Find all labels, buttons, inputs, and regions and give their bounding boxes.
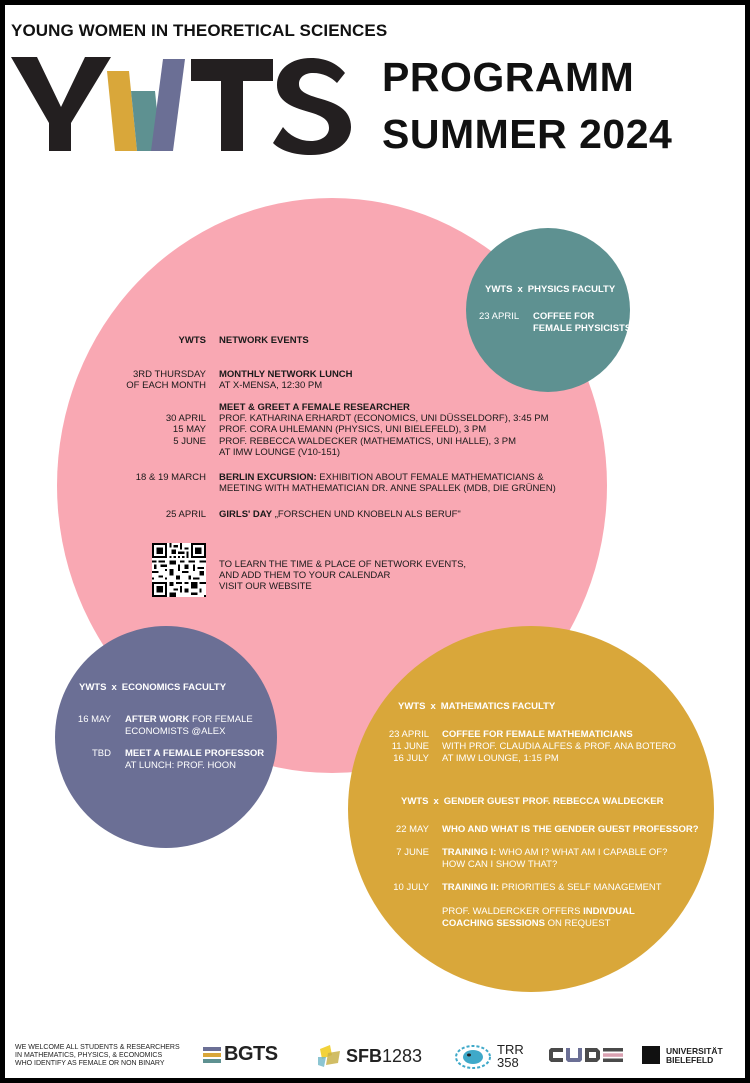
programme-title-line1: PROGRAMM (382, 54, 635, 100)
qr-line-1: TO LEARN THE TIME & PLACE OF NETWORK EVENTS, (219, 559, 467, 570)
programme-title-line2: SUMMER 2024 (382, 111, 673, 157)
gender-event-2: TRAINING I: WHO AM I? WHAT AM I CAPABLE OF? (442, 847, 668, 858)
gender-date-3: 10 JULY (393, 882, 429, 893)
maths-coffee-line3: AT IMW LOUNGE, 1:15 PM (442, 753, 559, 764)
network-heading: NETWORK EVENTS (219, 335, 309, 346)
economics-circle (55, 626, 277, 848)
berlin-date: 18 & 19 MARCH (135, 472, 206, 483)
economics-date-1: 16 MAY (77, 714, 111, 725)
gender-date-1: 22 MAY (395, 824, 429, 835)
economics-date-2: TBD (92, 748, 111, 759)
mathematics-heading: YWTS x MATHEMATICS FACULTY (398, 701, 556, 712)
physics-circle (466, 228, 630, 392)
website-qr-code[interactable] (152, 543, 206, 597)
girls-day-date: 25 APRIL (165, 509, 206, 520)
meet-date-3: 5 JUNE (173, 436, 206, 447)
coaching-line-1: PROF. WALDERCKER OFFERS INDIVDUAL (442, 906, 635, 917)
cude-logo (547, 1046, 627, 1069)
girls-day-event: GIRLS' DAY „FORSCHEN UND KNOBELN ALS BERUF" (219, 509, 461, 520)
physics-event-line1: COFFEE FOR (533, 311, 595, 322)
cude-mark (547, 1046, 627, 1064)
bgts-text: BGTS (224, 1043, 278, 1065)
maths-coffee-title: COFFEE FOR FEMALE MATHEMATICIANS (442, 729, 633, 740)
qr-line-3: VISIT OUR WEBSITE (219, 581, 312, 592)
ywts-logo (11, 55, 351, 155)
economics-event-2-line2: AT LUNCH: PROF. HOON (125, 760, 237, 771)
meet-line-3: PROF. REBECCA WALDECKER (MATHEMATICS, UNI HALLE), 3 PM (219, 436, 517, 447)
economics-event-2: MEET A FEMALE PROFESSOR (125, 748, 265, 759)
uni-square-icon (642, 1046, 660, 1064)
coaching-line-2: COACHING SESSIONS ON REQUEST (442, 918, 611, 929)
lunch-when-1: 3RD THURSDAY (132, 369, 206, 380)
welcome-line-3: WHO IDENTIFY AS FEMALE OR NON BINARY (15, 1060, 165, 1067)
qr-line-2: AND ADD THEM TO YOUR CALENDAR (219, 570, 391, 581)
gender-event-2-line2: HOW CAN I SHOW THAT? (442, 859, 558, 870)
maths-date-1: 23 APRIL (388, 729, 429, 740)
lunch-place: AT X-MENSA, 12:30 PM (219, 380, 323, 391)
berlin-line-1: BERLIN EXCURSION: EXHIBITION ABOUT FEMALE MATHEMATICIANS & (219, 472, 544, 483)
welcome-line-1: WE WELCOME ALL STUDENTS & RESEARCHERS (15, 1044, 180, 1051)
maths-date-3: 16 JULY (393, 753, 429, 764)
meet-line-1: PROF. KATHARINA ERHARDT (ECONOMICS, UNI DÜSSELDORF), 3:45 PM (219, 413, 549, 424)
berlin-line-2: MEETING WITH MATHEMATICIAN DR. ANNE SPALLEK (MDB, DIE GRÜNEN) (219, 483, 556, 494)
lunch-when-2: OF EACH MONTH (126, 380, 206, 391)
meet-date-1: 30 APRIL (165, 413, 206, 424)
economics-heading: YWTS x ECONOMICS FACULTY (79, 682, 227, 693)
meet-title: MEET & GREET A FEMALE RESEARCHER (219, 402, 410, 413)
gender-event-1: WHO AND WHAT IS THE GENDER GUEST PROFESSOR? (442, 824, 699, 835)
lunch-title: MONTHLY NETWORK LUNCH (219, 369, 353, 380)
logo-letter-y (11, 57, 111, 151)
logo-stroke-gold (107, 71, 137, 151)
physics-date: 23 APRIL (479, 311, 520, 322)
meet-place: AT IMW LOUNGE (V10-151) (219, 447, 341, 458)
physics-event-line2: FEMALE PHYSICISTS (533, 323, 632, 334)
poster: YOUNG WOMEN IN THEORETICAL SCIENCES PROGRAMM SUMMER 2024 YWTS x PHYSICS FACULTY 23 APRIL COFFEE FOR FEMALE PHYSICISTS YWTS NETWORK EVENTS 3RD THURSDAY OF EACH MONTH MONTHLY NETWORK LUNCH AT X-MENSA, 12:30 PM MEET & GREET A FEMALE RESEARCHER 30 APRIL PROF. KATHARINA ERHARDT (ECONOMICS, UNI DÜSSELDORF), 3:45 PM 15 MAY PROF. CORA UHLEMANN (PHYSICS, UNI BIELEFELD), 3 PM 5 JUNE PROF. REBECCA WALDECKER (MATHEMATICS, UNI HALLE), 3 PM AT IMW LOUNGE (V10-151) 18 & 19 MARCH BERLIN EXCURSION: EXHIBITION ABOUT FEMALE MATHEMATICIANS & MEETING WITH MATHEMATICIAN DR. ANNE SPALLEK (MDB, DIE GRÜNEN) 25 APRIL GIRLS' DAY „FORSCHEN UND KNOBELN ALS BERUF" TO LEARN THE TIME & PLACE OF NETWORK EVENTS, AND ADD THEM TO YOUR CALENDAR VISIT OUR WEBSITE YWTS x ECONOMICS FACULTY 16 MAY AFTER WORK FOR FEMALE ECONOMISTS @ALEX TBD MEET A FEMALE PROFESSOR AT LUNCH: PROF. HOON YWTS x MATHEMATICS FACULTY 23 APRIL 11 JUNE 16 JULY COFFEE FOR FEMALE MATHEMATICIANS WITH PROF. CLAUDIA ALFES & PROF. ANA BOTERO AT IMW LOUNGE, 1:15 PM YWTS x GENDER GUEST PROF. REBECCA WALDECKER 22 MAY WHO AND WHAT IS THE GENDER GUEST PROFESSOR? 7 JUNE TRAINING I: WHO AM I? WHAT AM I CAPABLE OF? HOW CAN I SHOW THAT? 10 JULY TRAINING II: PRIORITIES & SELF MANAGEMENT PROF. WALDERCKER OFFERS INDIVDUAL COACHING SESSIONS ON REQUEST WE WELCOME ALL STUDENTS & RESEARCHERS IN MATHEMATICS, PHYSICS, & ECONOMICS WHO IDENTIFY AS FEMALE OR NON BINARY BGTS SFB1283 TRR 358 UNIVERSITÄT BIELEFELD (5, 5, 745, 1078)
gender-event-3: TRAINING II: PRIORITIES & SELF MANAGEMENT (442, 882, 662, 893)
sfb-mark-icon (318, 1045, 344, 1067)
trr-sun-icon (453, 1043, 493, 1071)
meet-line-2: PROF. CORA UHLEMANN (PHYSICS, UNI BIELEFELD), 3 PM (219, 424, 487, 435)
gender-guest-heading: YWTS x GENDER GUEST PROF. REBECCA WALDECKER (401, 796, 664, 807)
logo-letter-s (273, 58, 351, 155)
economics-event-1: AFTER WORK FOR FEMALE (125, 714, 253, 725)
gender-date-2: 7 JUNE (396, 847, 429, 858)
economics-event-1-line2: ECONOMISTS @ALEX (125, 726, 226, 737)
org-name: YOUNG WOMEN IN THEORETICAL SCIENCES (11, 21, 388, 40)
logo-letter-t (191, 59, 273, 151)
welcome-line-2: IN MATHEMATICS, PHYSICS, & ECONOMICS (15, 1052, 163, 1059)
maths-date-2: 11 JUNE (391, 741, 429, 752)
maths-coffee-line2: WITH PROF. CLAUDIA ALFES & PROF. ANA BOTERO (442, 741, 676, 752)
mathematics-circle (348, 626, 714, 992)
network-heading-left: YWTS (178, 335, 206, 346)
physics-heading: YWTS x PHYSICS FACULTY (485, 284, 616, 295)
meet-date-2: 15 MAY (172, 424, 206, 435)
